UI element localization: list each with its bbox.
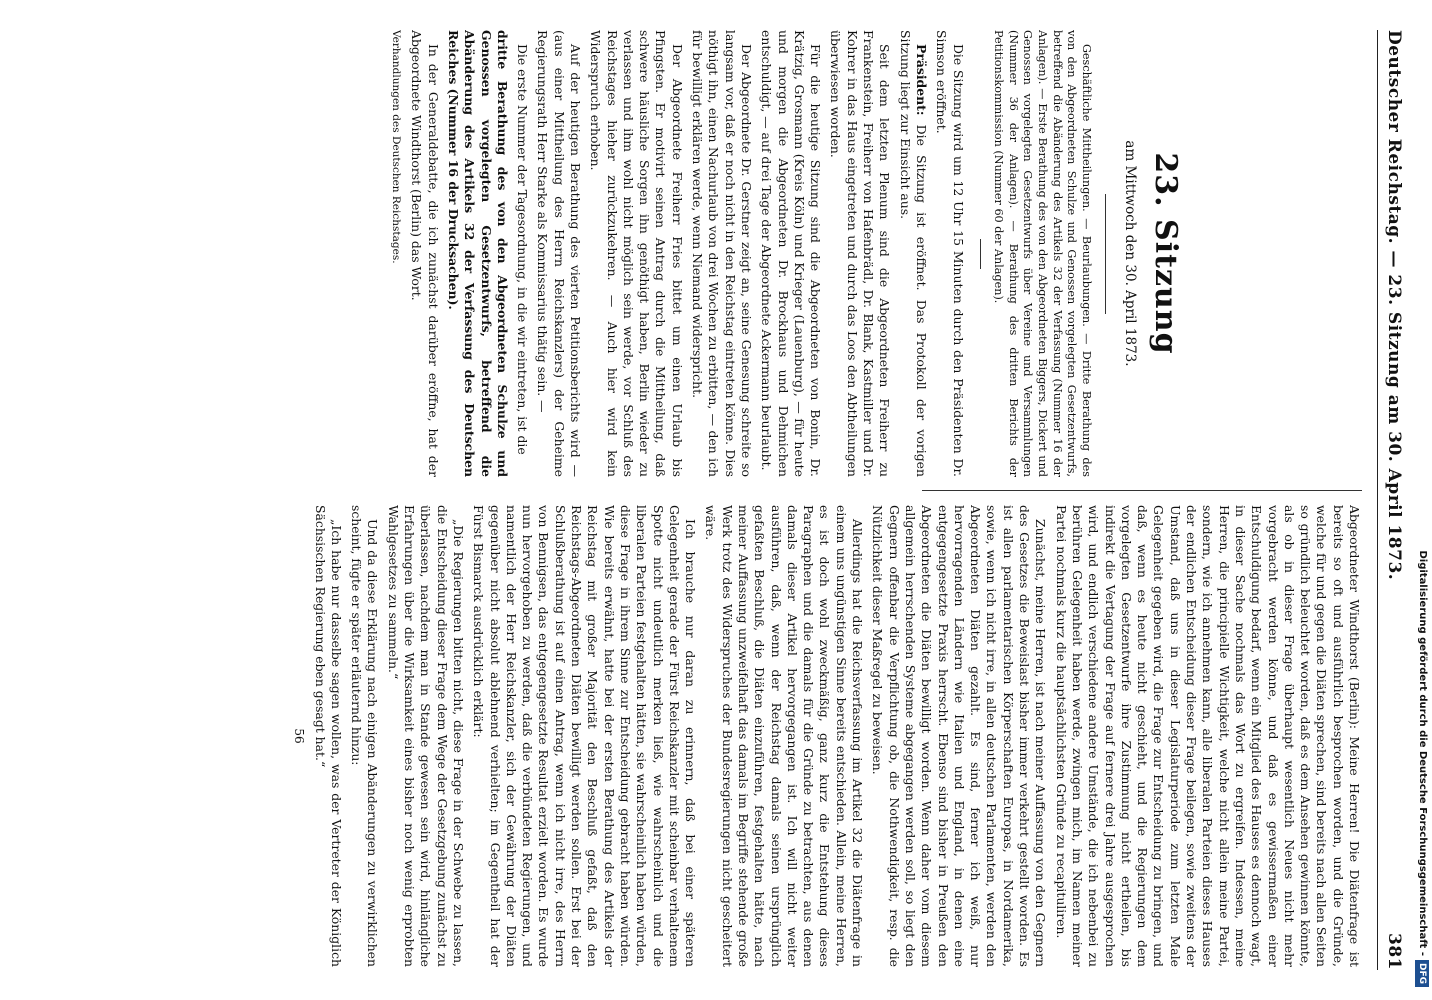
right-column bbox=[40, 505, 1362, 967]
session-heading: 23. Sitzung bbox=[1148, 152, 1183, 355]
speech-paragraph: Allerdings hat die Reichsverfassung im Artikel 32 die Diätenfrage in einem uns ungünstigen Sinne bereits entschieden. Allein, meine Herren, es ist doch wohl zweckmäßig, ganz kurz die Entstehung dieses Paragraphen und die damals für die Gründe zu betrachten, aus denen damals dieser Artikel hervorgegangen ist. Ich will nicht weiter ausführen, daß, wenn der Reichstag damals seinen ursprünglich gefaßten Beschluß, die Diäten einzuführen, festgehalten hätte, nach meiner Auffassung unzweifelhaft das damals im Begriffe stehende große Werk trotz des Widerspruches der Bundesregierungen nicht gescheitert wäre. bbox=[703, 505, 866, 967]
body-paragraph: Für die heutige Sitzung sind die Abgeordneten von Bonin, Dr. Krätzig, Grosmann (Kreis Köln) und Krieger (Lauenburg), — für heute und morgen die Abgeordneten Dr. Brockhaus und Dehmichen entschuldigt, — auf drei Tage der Abgeordnete Ackermann beurlaubt. bbox=[759, 30, 824, 477]
running-head-title: Deutscher Reichstag. — 23. Sitzung am 30. April 1873. bbox=[1384, 30, 1404, 581]
dfg-note-text: Digitalisierung gefördert durch die Deutsche Forschungsgemeinschaft - bbox=[1417, 550, 1428, 956]
speech-paragraph: Und da diese Erklärung nach einigen Abänderungen zu verwirklichen scheint, fügte er später erläuternd hinzu: bbox=[349, 505, 381, 967]
agenda-summary: Geschäftliche Mittheilungen. — Beurlaubungen. — Dritte Berathung des von den Abgeordneten Schulze und Genossen vorgelegten Gesetzentwurfs, betreffend die Abänderung des Artikels 32 der Verfassung (Nummer 16 der Anlagen). — Erste Berathung des von den Abgeordneten Biggers, Dickert und Genossen vorgelegten Gesetzentwurfs über Vereine und Versammlungen (Nummer 36 der Anlagen). — Berathung des dritten Berichts der Petitionskommission (Nummer 60 der Anlagen). bbox=[992, 30, 1093, 477]
page-footer-text: Verhandlungen des Deutschen Reichstages. bbox=[390, 30, 403, 264]
running-head bbox=[1377, 30, 1404, 970]
divider bbox=[1105, 194, 1106, 314]
speech-paragraph: Zunächst, meine Herren, ist nach meiner Auffassung von den Gegnern des Gesetzes die Beweislast bisher immer verkehrt gestellt worden. Es ist allen parlamentarischen Körperschaften Europas, in Nordamerika, sowie, wenn ich nicht irre, in allen deutschen Parlamenten, werden den Abgeordneten Diäten gezahlt. Es sind, ferner ich weiß, nur hervorragenden Ländern wie Italien und England, in denen eine entgegengesetzte Praxis herrscht. Ebenso sind bisher in Preußen den Abgeordneten die Diäten bewilligt worden. Wenn daher vom diesem allgemein herrschenden Systeme abgegangen werden soll, so liegt den Gegnern offenbar die Verpflichtung ob, die Nothwendigkeit, resp. die Nützlichkeit dieser Maßregel zu beweisen. bbox=[870, 505, 1049, 967]
opening-paragraph: Die Sitzung wird um 12 Uhr 15 Minuten durch den Präsidenten Dr. Simson eröffnet. bbox=[934, 30, 966, 477]
dfg-logo: DFG bbox=[1415, 960, 1429, 987]
agenda-item-bold: dritte Berathung des von den Abgeordneten Schulze und Genossen vorgelegten Gesetzentwurfs, betreffend die Abänderung des Artikels 32 der Verfassung des Deutschen Reiches (Nummer 16 der Drucksachen). bbox=[445, 30, 510, 477]
column-rule bbox=[922, 490, 1362, 491]
president-text: Die Sitzung ist eröffnet. Das Protokoll der vorigen Sitzung liegt zur Einsicht aus. bbox=[897, 30, 929, 477]
body-paragraph: Seit dem letzten Plenum sind die Abgeordneten Freiherr zu Frankenstein, Freiherr von Hafenbrädl, Dr. Blank, Kastmiller und Dr. Kohrer in das Haus eingetreten und durch das Loos den Abtheilungen überwiesen worden. bbox=[828, 30, 893, 477]
block-quote: „Die Regierungen bitten nicht, diese Frage in der Schwebe zu lassen, die Entscheidung dieser Frage dem Wege der Gesetzgebung zunächst zu überlassen, nachdem man in Stande gewesen sein wird, hinlängliche Erfahrungen über die Wirksamkeit eines bisher noch wenig erprobten Wahlgesetzes zu sammeln.“ bbox=[385, 505, 466, 967]
speech-paragraph: Ich brauche nur daran zu erinnern, daß bei einer späteren Gelegenheit gerade der Fürst Reichskanzler mit scheinbar verhaltenem Spotte nicht undeutlich merken ließ, wie wahrscheinlich und die liberalen Parteien festgehalten hätten, sie wahrscheinlich haben würden, diese Frage in ihrem Sinne zur Entscheidung gebracht haben würden. Wie bereits erwähnt, hatte bei der ersten Berathung des Artikels der Reichstag mit großer Majorität den Beschluß gefaßt, daß den Reichstags-Abgeordneten Diäten bewilligt werden sollen. Erst bei der Schlußberathung ist auf einen Antrag, wenn ich nicht irre, des Herrn von Bennigsen, das entgegengesetzte Resultat erzielt worden. Es wurde nun hervorgehoben zu werden, daß die verbündeten Regierungen, und namentlich der Herr Reichskanzler, sich der Gewährung der Diäten gegenüber nicht absolut ablehnend verhielten; im Gegentheil hat der Fürst Bismarck ausdrücklich erklärt: bbox=[471, 505, 699, 967]
body-paragraph: Der Abgeordnete Freiherr Fries bittet um einen Urlaub bis Pfingsten. Er motivirt seinen Antrag durch die Mittheilung, daß schwere häusliche Sorgen ihn genöthigt haben, Berlin wieder zu verlassen und ihm wohl nicht möglich sein werde, vor Schluß des Reichstages hieher zurückzukehren. — Auch hier wird kein Widerspruch erhoben. bbox=[588, 30, 685, 477]
body-paragraph: Die erste Nummer der Tagesordnung, in die wir eintreten, ist die bbox=[515, 44, 531, 455]
body-paragraph: Der Abgeordnete Dr. Gerstner zeigt an, seine Genesung schreite so langsam vor, daß er noch nicht in den Reichstag eintreten könne. Dies nöthigt ihn, einen Nachurlaub von drei Wochen zu erbitten, — den ich für bewilligt erklären werde, wenn Niemand widerspricht. bbox=[690, 30, 754, 477]
left-column bbox=[40, 30, 1362, 477]
body-paragraph: Auf der heutigen Berathung des vierten Petitionsberichts wird — (aus einer Mittheilung des Herrn Reichskanzlers) der Geheime Regierungsrath Herr Starke als Kommissarius thätig sein. — bbox=[535, 30, 584, 477]
sheet-signature: 56 bbox=[292, 728, 307, 744]
president-label: Präsident: bbox=[913, 44, 929, 116]
divider bbox=[980, 239, 981, 269]
body-paragraph: In der Generaldebatte, die ich zunächst darüber eröffne, hat der Abgeordnete Windthorst (Berlin) das Wort. bbox=[409, 30, 441, 477]
president-paragraph bbox=[896, 30, 929, 477]
dfg-margin-note bbox=[1415, 12, 1429, 987]
block-quote: „Ich habe nur dasselbe sagen wollen, was der Vertreter der Königlich Sächsischen Regierung eben gesagt hat.“ bbox=[312, 505, 344, 967]
page-number: 381 bbox=[1384, 933, 1404, 970]
session-date: am Mittwoch den 30. April 1873. bbox=[1122, 140, 1138, 367]
speech-paragraph: Abgeordneter Windthorst (Berlin): Meine Herren! Die Diätenfrage ist bereits so oft und ausführlich besprochen worden, und die Gründe, welche für und gegen die Diäten sprechen, sind bereits nach allen Seiten so gründlich beleuchtet worden, daß es dem Ansehen gewinnen könnte, als ob in dieser Frage überhaupt wesentlich Neues nicht mehr vorgebracht werden könne, und daß es gewissermaßen einer Entschuldigung bedarf, wenn ein Mitglied des Hauses es dennoch wagt, in dieser Sache nochmals das Wort zu ergreifen. Indessen, meine Herren, die principielle Wichtigkeit, welche nicht allein meine Partei, sondern, wie ich annehmen kann, alle liberalen Parteien dieses Hauses der endlichen Entscheidung dieser Frage beilegen, sowie zweitens der Umstand, daß uns in dieser Legislaturperiode zum letzten Male Gelegenheit gegeben wird, die Frage zur Entscheidung zu bringen, und daß, wenn es heute nicht geschieht, und die Regierungen dem vorgelegten Gesetzentwurfe ihre Zustimmung nicht ertheilen, bis indirekt die Vertagung der Frage auf fernere drei Jahre ausgesprochen wird, und endlich verschiedene andere Umstände, die ich nebenbei zu berühren Gelegenheit haben werde, zwingen mich, im Namen meiner Partei nochmals kurz die hauptsächlichsten Gründe zu recapituliren. bbox=[1053, 505, 1362, 967]
